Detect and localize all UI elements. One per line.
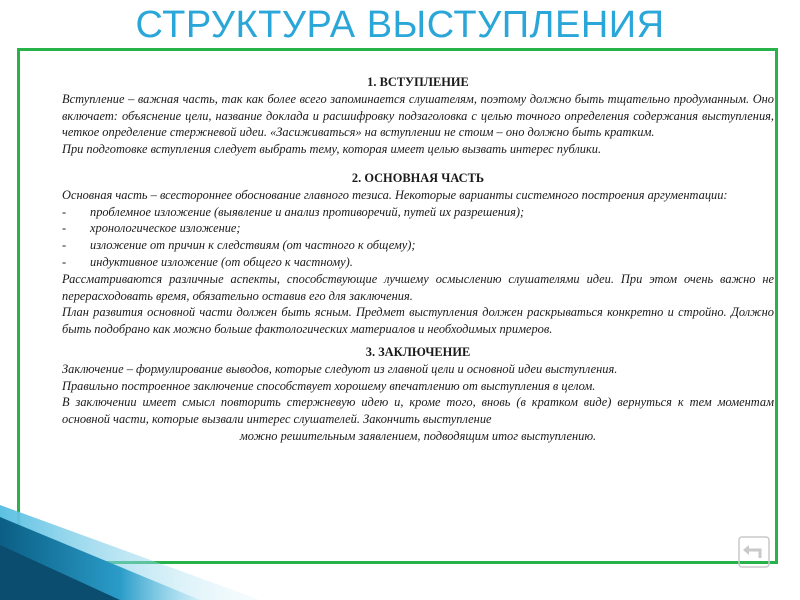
conclusion-paragraph-2: Правильно построенное заключение способствует хорошему впечатлению от выступления в целом. [62, 378, 596, 393]
intro-paragraph-2: При подготовке вступления следует выбрать тему, которая имеет целью вызвать интерес публики. [62, 142, 602, 157]
main-paragraph-2: Рассматриваются различные аспекты, способствующие лучшему осмыслению слушателями идеи. При этом очень важно не перерасходовать время, обязательно оставив его для заключения. [62, 271, 774, 303]
list-item-text: изложение от причин к следствиям (от частного к общему); [90, 238, 416, 253]
slide-title: СТРУКТУРА ВЫСТУПЛЕНИЯ [135, 4, 665, 46]
list-item-text: хронологическое изложение; [90, 221, 241, 236]
decorative-wedge [0, 505, 260, 600]
slide-content [62, 74, 774, 445]
list-item-text: проблемное изложение (выявление и анализ противоречий, путей их разрешения); [90, 204, 525, 219]
list-item [62, 204, 774, 221]
main-heading: 2. ОСНОВНАЯ ЧАСТЬ [351, 170, 485, 185]
intro-paragraph-1: Вступление – важная часть, так как более всего запоминается слушателям, поэтому должно быть тщательно продуманным. Оно включает: объяснение цели, название доклада и расшифровку подзаголовка с целью точного определения содержания выступления, четкое определение стержневой идеи. «Засиживаться» на вступлении не стоим – оно должно быть кратким. [62, 91, 774, 140]
list-item [62, 237, 774, 254]
list-dash: - [62, 221, 67, 236]
main-paragraph-1: Основная часть – всестороннее обоснование главного тезиса. Некоторые варианты системного построения аргументации: [62, 187, 728, 202]
list-item [62, 220, 774, 237]
list-item [62, 254, 774, 271]
spacer [62, 158, 774, 170]
conclusion-paragraph-1: Заключение – формулирование выводов, которые следуют из главной цели и основной идеи выступления. [62, 361, 618, 376]
main-paragraph-3: План развития основной части должен быть ясным. Предмет выступления должен раскрываться конкретно и стройно. Должно быть подобрано как можно больше фактологических материалов и необходимых примеров. [62, 305, 774, 337]
conclusion-paragraph-3: В заключении имеет смысл повторить стержневую идею и, кроме того, вновь (в кратком виде) вернуться к тем моментам основной части, которые вызвали интерес слушателей. Закончить выступление [62, 395, 774, 427]
conclusion-heading: 3. ЗАКЛЮЧЕНИЕ [365, 344, 471, 359]
return-arrow-icon[interactable] [738, 536, 770, 568]
list-dash: - [62, 238, 67, 253]
conclusion-paragraph-4: можно решительным заявлением, подводящим итог выступлению. [239, 428, 597, 443]
argumentation-list [62, 204, 774, 271]
intro-heading: 1. ВСТУПЛЕНИЕ [367, 75, 469, 89]
list-item-text: индуктивное изложение (от общего к частному). [90, 254, 353, 269]
list-dash: - [62, 204, 67, 219]
list-dash: - [62, 254, 67, 269]
